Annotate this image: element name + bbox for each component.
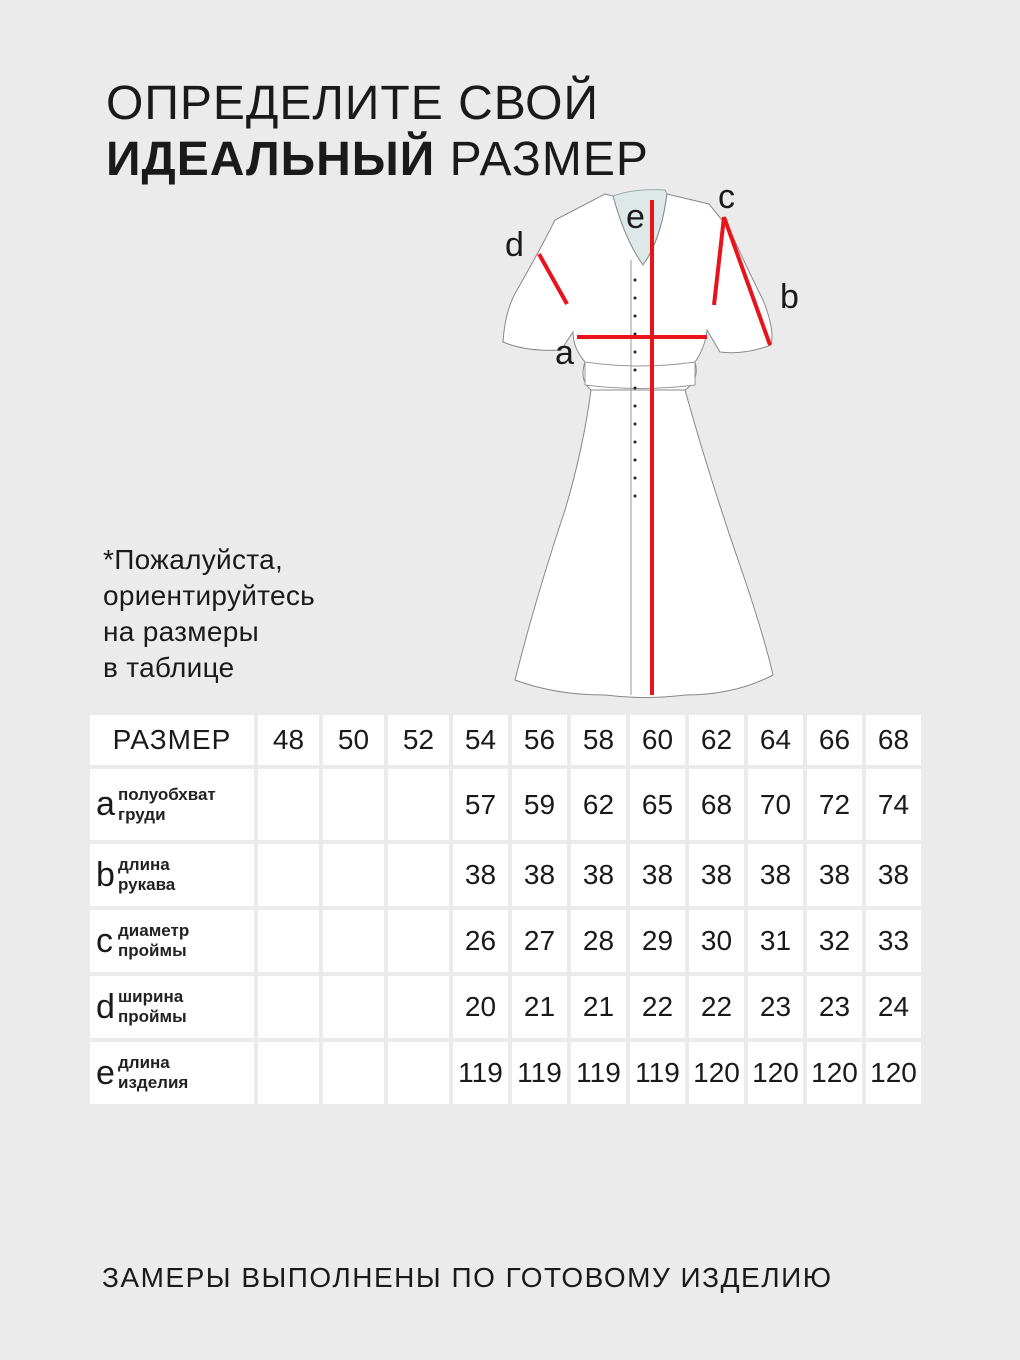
size-note bbox=[103, 542, 315, 686]
row-label-b bbox=[90, 844, 254, 906]
dress-waistband bbox=[585, 362, 695, 389]
header-size-58: 58 bbox=[571, 715, 626, 765]
table-cell: 38 bbox=[748, 844, 803, 906]
dress-skirt bbox=[515, 390, 773, 698]
table-cell: 119 bbox=[512, 1042, 567, 1104]
table-row-b bbox=[90, 844, 921, 906]
header-size-66: 66 bbox=[807, 715, 862, 765]
table-cell bbox=[323, 976, 384, 1038]
table-cell: 119 bbox=[453, 1042, 508, 1104]
table-cell: 72 bbox=[807, 769, 862, 840]
header-size-56: 56 bbox=[512, 715, 567, 765]
table-cell bbox=[323, 1042, 384, 1104]
table-cell: 120 bbox=[748, 1042, 803, 1104]
table-cell: 119 bbox=[571, 1042, 626, 1104]
table-cell: 38 bbox=[866, 844, 921, 906]
header-size-54: 54 bbox=[453, 715, 508, 765]
label-e: e bbox=[626, 198, 645, 236]
row-label-d bbox=[90, 976, 254, 1038]
table-cell: 68 bbox=[689, 769, 744, 840]
table-cell bbox=[258, 976, 319, 1038]
label-b: b bbox=[780, 278, 799, 316]
table-cell: 62 bbox=[571, 769, 626, 840]
table-cell bbox=[258, 910, 319, 972]
header-size-52: 52 bbox=[388, 715, 449, 765]
table-cell: 38 bbox=[689, 844, 744, 906]
table-cell: 23 bbox=[807, 976, 862, 1038]
table-row-a bbox=[90, 769, 921, 840]
table-cell bbox=[323, 769, 384, 840]
table-cell: 70 bbox=[748, 769, 803, 840]
row-letter: a bbox=[96, 785, 115, 823]
header-size-50: 50 bbox=[323, 715, 384, 765]
table-cell: 24 bbox=[866, 976, 921, 1038]
table-cell bbox=[258, 844, 319, 906]
table-cell: 28 bbox=[571, 910, 626, 972]
note-line-2: ориентируйтесь bbox=[103, 580, 316, 611]
header-size-64: 64 bbox=[748, 715, 803, 765]
table-cell: 38 bbox=[453, 844, 508, 906]
table-cell bbox=[258, 769, 319, 840]
page-title bbox=[106, 76, 649, 188]
title-rest-word: РАЗМЕР bbox=[449, 133, 649, 186]
header-size-label: РАЗМЕР bbox=[90, 715, 254, 765]
row-desc: полуобхват груди bbox=[118, 784, 216, 824]
table-cell bbox=[258, 1042, 319, 1104]
table-cell: 38 bbox=[630, 844, 685, 906]
table-cell: 21 bbox=[512, 976, 567, 1038]
table-cell: 29 bbox=[630, 910, 685, 972]
table-row-e bbox=[90, 1042, 921, 1104]
note-line-1: *Пожалуйста, bbox=[103, 544, 284, 575]
dress-diagram bbox=[495, 180, 815, 705]
table-cell: 30 bbox=[689, 910, 744, 972]
label-a: a bbox=[555, 334, 574, 372]
footer-note: ЗАМЕРЫ ВЫПОЛНЕНЫ ПО ГОТОВОМУ ИЗДЕЛИЮ bbox=[102, 1262, 833, 1293]
table-cell: 65 bbox=[630, 769, 685, 840]
row-desc: длина изделия bbox=[118, 1053, 189, 1092]
note-line-4: в таблице bbox=[103, 652, 235, 683]
header-size-60: 60 bbox=[630, 715, 685, 765]
table-cell bbox=[388, 976, 449, 1038]
table-cell: 21 bbox=[571, 976, 626, 1038]
note-line-3: на размеры bbox=[103, 616, 260, 647]
table-cell: 120 bbox=[807, 1042, 862, 1104]
table-cell: 32 bbox=[807, 910, 862, 972]
row-desc: длина рукава bbox=[118, 855, 176, 894]
table-cell: 27 bbox=[512, 910, 567, 972]
table-cell bbox=[388, 1042, 449, 1104]
size-table bbox=[86, 711, 925, 1108]
table-cell: 119 bbox=[630, 1042, 685, 1104]
table-cell: 26 bbox=[453, 910, 508, 972]
table-cell: 57 bbox=[453, 769, 508, 840]
label-d: d bbox=[505, 226, 524, 264]
table-cell bbox=[388, 769, 449, 840]
label-c: c bbox=[718, 178, 735, 216]
table-cell bbox=[388, 910, 449, 972]
row-desc: диаметр проймы bbox=[118, 921, 190, 960]
row-letter: e bbox=[96, 1053, 115, 1092]
row-label-a bbox=[90, 769, 254, 840]
table-cell: 23 bbox=[748, 976, 803, 1038]
row-label-c bbox=[90, 910, 254, 972]
table-cell: 22 bbox=[630, 976, 685, 1038]
row-desc: ширина проймы bbox=[118, 987, 187, 1026]
table-cell: 38 bbox=[512, 844, 567, 906]
table-row-d bbox=[90, 976, 921, 1038]
row-letter: d bbox=[96, 987, 115, 1026]
table-cell bbox=[323, 910, 384, 972]
row-letter: b bbox=[96, 855, 115, 894]
table-cell: 33 bbox=[866, 910, 921, 972]
title-bold-word: ИДЕАЛЬНЫЙ bbox=[106, 133, 436, 186]
row-letter: c bbox=[96, 921, 113, 960]
table-cell bbox=[323, 844, 384, 906]
table-cell: 120 bbox=[866, 1042, 921, 1104]
row-label-e bbox=[90, 1042, 254, 1104]
header-size-62: 62 bbox=[689, 715, 744, 765]
table-cell: 74 bbox=[866, 769, 921, 840]
table-cell: 38 bbox=[571, 844, 626, 906]
table-header-row bbox=[90, 715, 921, 765]
table-cell: 38 bbox=[807, 844, 862, 906]
header-size-68: 68 bbox=[866, 715, 921, 765]
header-size-48: 48 bbox=[258, 715, 319, 765]
table-row-c bbox=[90, 910, 921, 972]
table-cell bbox=[388, 844, 449, 906]
table-cell: 59 bbox=[512, 769, 567, 840]
table-cell: 20 bbox=[453, 976, 508, 1038]
title-line-1: ОПРЕДЕЛИТЕ СВОЙ bbox=[106, 77, 599, 130]
table-cell: 120 bbox=[689, 1042, 744, 1104]
table-cell: 22 bbox=[689, 976, 744, 1038]
table-cell: 31 bbox=[748, 910, 803, 972]
